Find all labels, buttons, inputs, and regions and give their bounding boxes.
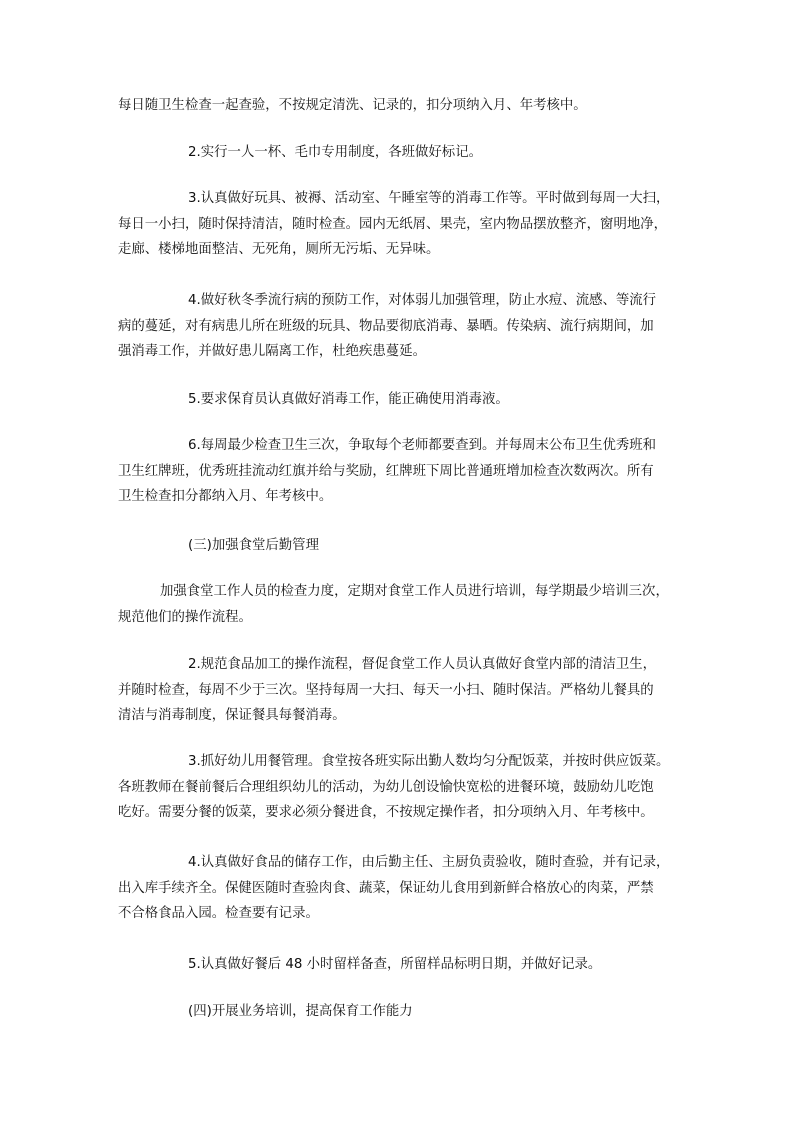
text-line: 卫生红牌班，优秀班挂流动红旗并给与奖励，红牌班下周比普通班增加检查次数两次。所有 [118,463,654,479]
text-line: 规范他们的操作流程。 [118,609,252,625]
text-line: 不合格食品入园。检查要有记录。 [118,906,319,921]
text-line: 5.要求保育员认真做好消毒工作，能正确使用消毒液。 [188,392,509,407]
text-line: 6.每周最少检查卫生三次，争取每个老师都要查到。并每周末公布卫生优秀班和 [188,438,657,453]
text-line: 2.规范食品加工的操作流程，督促食堂工作人员认真做好食堂内部的清洁卫生， [188,657,657,672]
paragraph-inspection-note [118,93,680,119]
paragraph-item-3-meal-management [118,749,680,826]
text-line: 病的蔓延，对有病患儿所在班级的玩具、物品要彻底消毒、暴晒。传染病、流行病期间，加 [118,318,654,334]
text-line: 每日随卫生检查一起查验，不按规定清洗、记录的，扣分项纳入月、年考核中。 [118,98,587,113]
text-line: 卫生检查扣分都纳入月、年考核中。 [118,489,333,504]
text-line: 3.抓好幼儿用餐管理。食堂按各班实际出勤人数均匀分配饭菜，并按时供应饭菜。 [188,754,670,769]
text-line: 5.认真做好餐后 48 小时留样备查，所留样品标明日期，并做好记录。 [188,957,602,972]
paragraph-item-4-epidemic-prevention [118,288,680,365]
text-line: 走廊、楼梯地面整洁、无死角，厕所无污垢、无异味。 [118,242,440,257]
text-line: 出入库手续齐全。保健医随时查验肉食、蔬菜，保证幼儿食用到新鲜合格放心的肉菜，严禁 [118,880,654,896]
paragraph-item-6-hygiene-checks [118,433,680,510]
text-line: 3.认真做好玩具、被褥、活动室、午睡室等的消毒工作等。平时做到每周一大扫， [188,191,670,206]
paragraph-canteen-training [118,579,680,630]
text-line: 加强食堂工作人员的检查力度，定期对食堂工作人员进行培训，每学期最少培训三次， [160,584,669,599]
text-line: 各班教师在餐前餐后合理组织幼儿的活动，为幼儿创设愉快宽松的进餐环境，鼓励幼儿吃饱 [118,779,654,795]
section-heading-canteen [118,533,680,559]
text-line: 吃好。需要分餐的饭菜，要求必须分餐进食，不按规定操作者，扣分项纳入月、年考核中。 [118,805,654,820]
text-line: 强消毒工作，并做好患儿隔离工作，杜绝疾患蔓延。 [118,344,426,359]
text-line: 4.认真做好食品的储存工作，由后勤主任、主厨负责验收，随时查验，并有记录， [188,855,670,870]
paragraph-item-2-food-processing [118,652,680,729]
paragraph-item-2-cup-towel [118,140,680,166]
heading-text: (四)开展业务培训，提高保育工作能力 [188,1004,413,1019]
text-line: 清洁与消毒制度，保证餐具每餐消毒。 [118,708,346,723]
text-line: 并随时检查，每周不少于三次。坚持每周一大扫、每天一小扫、随时保洁。严格幼儿餐具的 [118,682,654,698]
text-line: 2.实行一人一杯、毛巾专用制度，各班做好标记。 [188,145,482,160]
heading-text: (三)加强食堂后勤管理 [188,538,319,553]
paragraph-item-4-food-storage [118,850,680,927]
text-line: 每日一小扫，随时保持清洁，随时检查。园内无纸屑、果壳，室内物品摆放整齐，窗明地净， [118,216,668,232]
paragraph-item-3-disinfection [118,186,680,263]
text-line: 4.做好秋冬季流行病的预防工作，对体弱儿加强管理，防止水痘、流感、等流行 [188,293,657,308]
section-heading-training [118,999,680,1025]
paragraph-item-5-disinfectant [118,387,680,413]
paragraph-item-5-sample-retention [118,952,680,978]
